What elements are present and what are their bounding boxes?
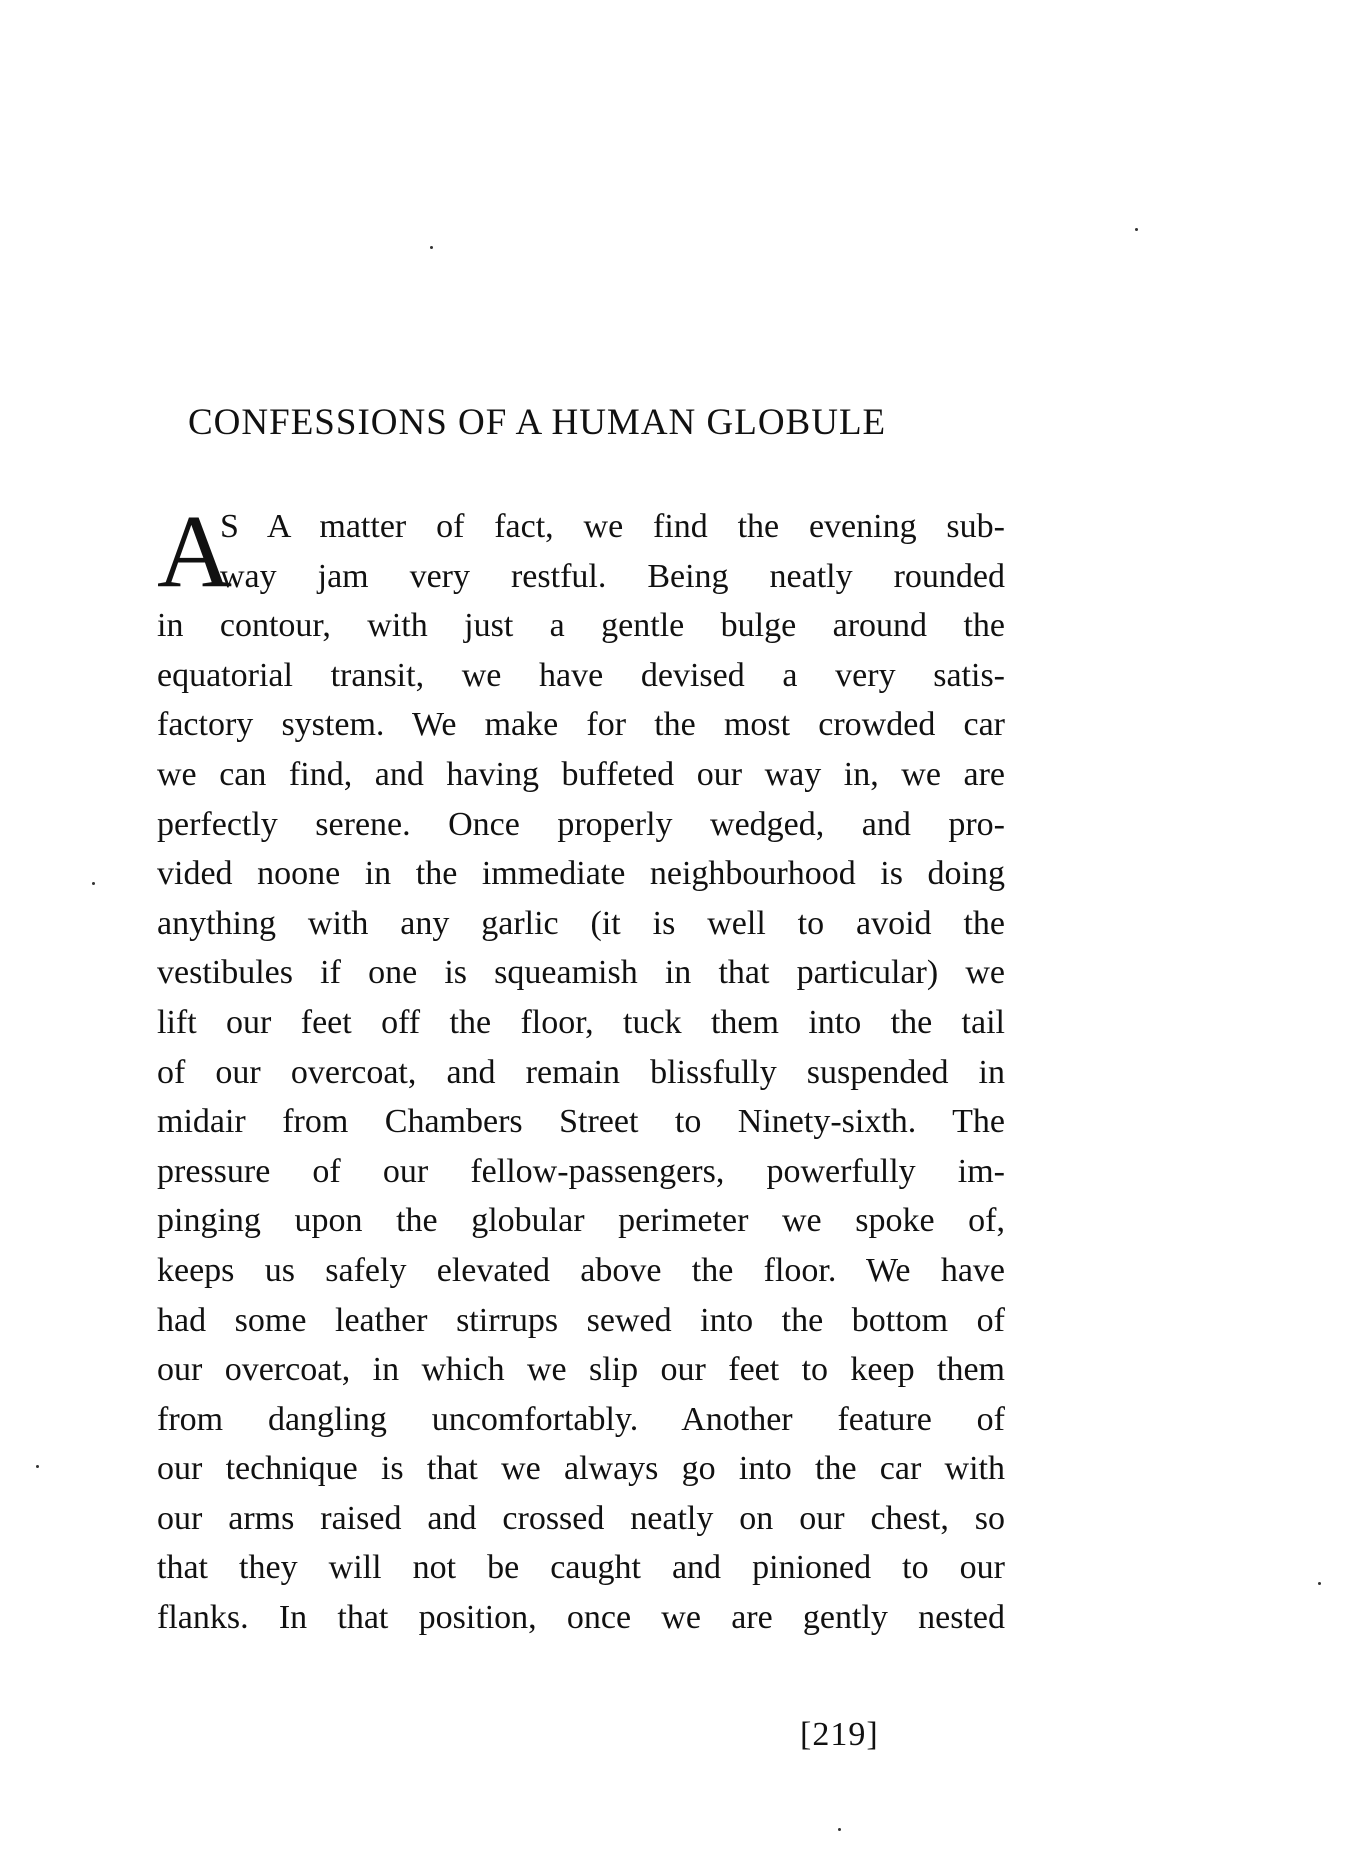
text-line: of our overcoat, and remain blissfully suspended in (157, 1053, 1005, 1091)
chapter-title: CONFESSIONS OF A HUMAN GLOBULE (188, 402, 887, 443)
text-line: had some leather stirrups sewed into the bottom of (157, 1301, 1005, 1339)
text-line: equatorial transit, we have devised a very satis- (157, 656, 1005, 694)
text-line: way jam very restful. Being neatly rounded (220, 557, 1005, 595)
scan-speck (1318, 1582, 1321, 1585)
text-line: factory system. We make for the most crowded car (157, 706, 1005, 744)
body-text (157, 494, 1005, 1643)
text-line: we can find, and having buffeted our way in, we are (157, 755, 1005, 793)
scan-speck (36, 1465, 39, 1468)
text-line: from dangling uncomfortably. Another feature of (157, 1400, 1005, 1438)
text-line: pressure of our fellow-passengers, powerfully im- (157, 1152, 1005, 1190)
scan-speck (838, 1828, 841, 1831)
text-line: S A matter of fact, we find the evening sub- (220, 508, 1005, 545)
text-line: our technique is that we always go into the car with (157, 1450, 1005, 1488)
page-number: [219] (800, 1716, 879, 1753)
text-line: perfectly serene. Once properly wedged, and pro- (157, 805, 1005, 843)
text-line: vided noone in the immediate neighbourhood is doing (157, 855, 1005, 893)
scan-speck (1135, 228, 1138, 231)
text-line: in contour, with just a gentle bulge around the (157, 607, 1005, 645)
text-line: our arms raised and crossed neatly on our chest, so (157, 1499, 1005, 1537)
text-line: midair from Chambers Street to Ninety-sixth. The (157, 1103, 1005, 1141)
text-line: that they will not be caught and pinioned to our (157, 1549, 1005, 1587)
text-line: our overcoat, in which we slip our feet to keep them (157, 1351, 1005, 1389)
scan-speck (92, 882, 95, 885)
scan-speck (430, 246, 433, 249)
text-line: lift our feet off the floor, tuck them into the tail (157, 1003, 1005, 1041)
text-line: flanks. In that position, once we are gently nested (157, 1599, 1005, 1637)
text-line: vestibules if one is squeamish in that particular) we (157, 954, 1005, 992)
text-line: anything with any garlic (it is well to avoid the (157, 904, 1005, 942)
drop-cap: A (157, 494, 233, 609)
text-line: keeps us safely elevated above the floor. We have (157, 1251, 1005, 1289)
text-line: pinging upon the globular perimeter we spoke of, (157, 1202, 1005, 1240)
